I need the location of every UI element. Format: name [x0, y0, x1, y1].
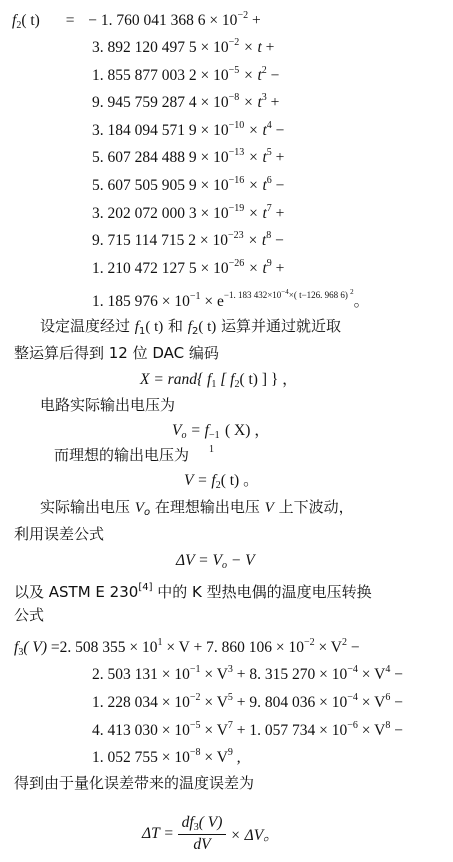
paragraph-astm: 以及 ASTM E 230[4] 中的 K 型热电偶的温度电压转换 [14, 582, 372, 601]
f3-term-line: 1. 228 $034 \times 10^{-2} \times V^5 + 9$. 804 $036 \times 10^{-4} \times V^6$ − [92, 692, 403, 711]
derivative-fraction: $\frac{df_3( V)}{dV}$ [178, 814, 227, 854]
paragraph-temperature-error: 得到由于量化误差带来的温度误差为 [14, 774, 255, 792]
paragraph-actual-output: 电路实际输出电压为 [40, 396, 176, 414]
paragraph-error-formula: 利用误差公式 [14, 525, 105, 543]
f2-term-line: 3. 184 094 571 $9 \times 10^{-10} \times t^4$ − [92, 119, 285, 139]
equation-delta-v: $\Delta V = V_o - V$ [176, 552, 255, 571]
paragraph-dac-code: 整运算后得到 12 位 DAC 编码 [14, 344, 219, 362]
f3-term-line: 1. 052 $755 \times 10^{-8} \times V^9$ , [92, 747, 241, 766]
paragraph-ideal-output: 而理想的输出电压为 [54, 446, 190, 464]
f2-term-line: 1. 855 877 003 $2 \times 10^{-5} \times t^2$ − [92, 64, 280, 84]
f2-term-line: 9. 945 759 287 $4 \times 10^{-8} \times t^3$ + [92, 92, 280, 112]
paragraph-formula-word: 公式 [14, 606, 45, 624]
equation-vo: $V_o = f$ −1 1 ( X) ， [172, 422, 270, 455]
paragraph-setting-temperature: 设定温度经过 $f_1$( t) 和 $f_2$( t) 运算并通过就近取 [40, 317, 342, 337]
f3-term-line: 4. 413 $030 \times 10^{-5} \times V^7 + 1$. 057 $734 \times 10^{-6} \times V^8$ − [92, 720, 403, 739]
f2-equation-last-line: 1. 185 $976 \times 10^{-1} \times e^{-1. 183 432\times 10^{-4}\times( t-126. 968 6) ^2}$。 [92, 288, 370, 310]
equation-x-rand: X = rand{ $f_1$ [ $f_2$( t) ] } ， [140, 371, 298, 390]
f2-term-line: 5. 607 284 488 $9 \times 10^{-13} \times t^5$ + [92, 147, 285, 167]
f2-term-line: 1. 210 472 127 $5 \times 10^{-26} \times t^9$ + [92, 257, 285, 277]
f2-symbol: f [12, 12, 17, 29]
f2-equation-first-line: $f_2$( t) = − 1. 760 041 368 $6 \times 10^{-2}$ + [12, 10, 261, 31]
paragraph-fluctuation: 实际输出电压 $V_o$ 在理想输出电压 V 上下波动， [40, 498, 354, 518]
equation-delta-t: ΔT = $\frac{df_3( V)}{dV}$ × ΔV。 [142, 814, 279, 853]
f3-term-line: 2. 503 $131 \times 10^{-1} \times V^3 + 8$. 315 $270 \times 10^{-4} \times V^4$ − [92, 664, 403, 683]
f3-term-line: $f_3$( V) =2. 508 $355 \times 10^1 \times V + 7$. 860 $106 \times 10^{-2} \times V^2$ − [14, 637, 360, 658]
f2-term-line: 9. 715 114 715 $2 \times 10^{-23} \times t^8$ − [92, 230, 284, 250]
f2-term-line: 3. 202 072 000 $3 \times 10^{-19} \times t^7$ + [92, 202, 285, 222]
f2-term-line: 5. 607 505 905 $9 \times 10^{-16} \times t^6$ − [92, 175, 285, 194]
f2-term-line: 3. 892 120 497 $5 \times 10^{-2} \times t$ + [92, 37, 275, 56]
equation-v: $V = f_2$( t) 。 [184, 472, 259, 491]
